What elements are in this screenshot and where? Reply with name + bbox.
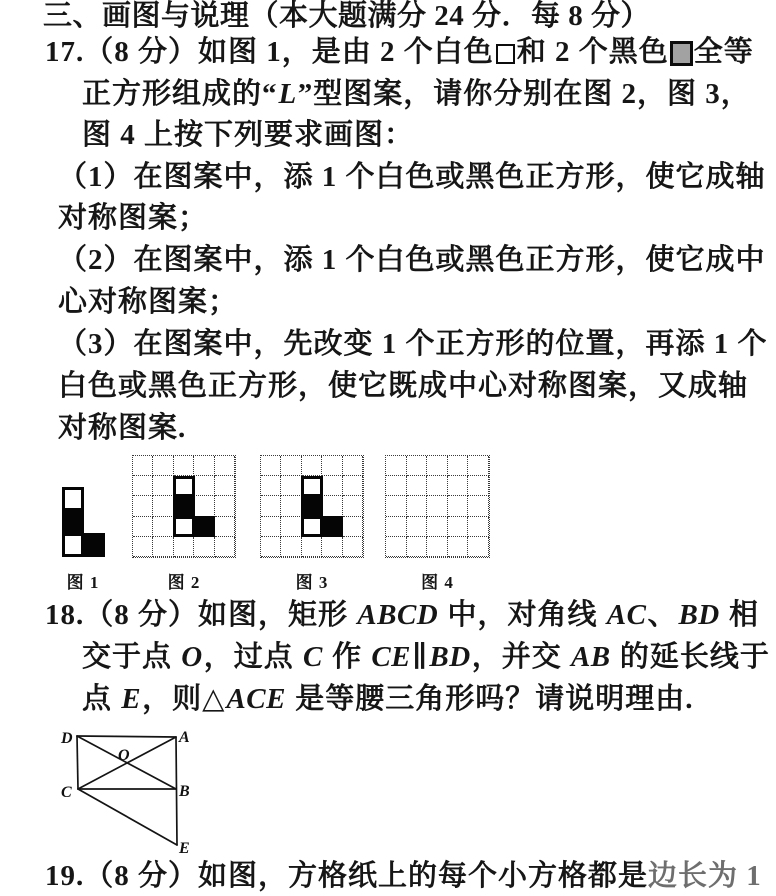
- grid-cell: [322, 537, 342, 557]
- figure-3-grid: [260, 455, 364, 558]
- point-label-A: A: [179, 729, 190, 746]
- segment-CE: [78, 789, 177, 845]
- grid-cell: [407, 476, 428, 496]
- grid-cell: [322, 476, 342, 496]
- figure-2-grid: [132, 455, 236, 558]
- grid-cell: [322, 456, 342, 476]
- rectangle-diagram-svg: [50, 716, 225, 861]
- section-header: 三、画图与说理（本大题满分 24 分．每 8 分）: [43, 0, 651, 32]
- grid-cell: [468, 537, 489, 557]
- grid-cell: [261, 476, 281, 496]
- grid-cell: [261, 456, 281, 476]
- grid-cell: [281, 456, 301, 476]
- point-label-C: C: [61, 784, 72, 801]
- p17-line1-text-a: 17.（8 分）如图 1，是由 2 个白色: [45, 36, 494, 68]
- grid-cell: [133, 456, 153, 476]
- variable-C: C: [302, 641, 323, 673]
- grid-cell: [343, 456, 363, 476]
- p17-line2-text-a: 正方形组成的“: [82, 78, 278, 110]
- grid-cell: [215, 496, 235, 516]
- p19-l1-faded-text: 边长为 1: [648, 860, 762, 892]
- grid-cell: [153, 456, 173, 476]
- p19-l1-text: 19.（8 分）如图，方格纸上的每个小方格都是: [45, 860, 649, 892]
- black-square-cell: [173, 496, 194, 517]
- p19-line1: [45, 861, 762, 892]
- grid-cell: [448, 476, 469, 496]
- figure-2-label: 图 2: [167, 573, 201, 592]
- p17-item2-line1: （2）在图案中，添 1 个白色或黑色正方形，使它成中: [58, 244, 766, 276]
- point-label-E: E: [179, 840, 190, 857]
- p18-l1-text: 18.（8 分）如图，矩形: [45, 599, 357, 631]
- grid-cell: [153, 476, 173, 496]
- p18-line1: [45, 600, 759, 631]
- white-square-icon: [496, 44, 515, 64]
- grid-cell: [407, 456, 428, 476]
- grid-cell: [468, 456, 489, 476]
- white-square-cell: [62, 487, 84, 511]
- p18-line3: [82, 684, 693, 715]
- grid-cell: [448, 456, 469, 476]
- grid-cell: [448, 537, 469, 557]
- p17-item3-line2: 白色或黑色正方形，使它既成中心对称图案，又成轴: [58, 370, 749, 402]
- figure-4-label: 图 4: [421, 573, 454, 592]
- p18-l1-text3: 相: [720, 599, 760, 631]
- variable-AB: AB: [570, 641, 611, 673]
- grid-cell: [194, 456, 214, 476]
- p17-item1-line2: 对称图案；: [58, 202, 209, 234]
- grid-cell: [194, 476, 214, 496]
- p18-l2-text2: ，过点: [203, 641, 302, 673]
- grid-cell: [174, 537, 194, 557]
- p17-line1: [45, 37, 754, 68]
- grid-cell: [194, 496, 214, 516]
- black-square-cell: [301, 496, 322, 517]
- variable-BD: BD: [678, 599, 720, 631]
- white-square-cell: [301, 516, 322, 537]
- grid-cell: [133, 517, 153, 537]
- black-square-cell: [83, 533, 105, 557]
- grid-cell: [427, 456, 448, 476]
- grid-cell: [215, 476, 235, 496]
- point-label-O: O: [118, 747, 130, 764]
- p18-l1-text2: 中，对角线: [439, 599, 606, 631]
- p18-l3-text2: ，则△: [142, 683, 226, 715]
- grid-cell: [281, 496, 301, 516]
- p17-item3-line1: （3）在图案中，先改变 1 个正方形的位置，再添 1 个: [58, 328, 768, 360]
- figure-4-grid: [385, 455, 490, 558]
- parallel-symbol: ∥: [412, 641, 429, 673]
- grid-cell: [215, 517, 235, 537]
- p17-line1-text-c: 全等: [693, 36, 754, 68]
- variable-O: O: [181, 641, 203, 673]
- white-square-cell: [173, 476, 194, 497]
- grid-cell: [322, 496, 342, 516]
- p17-item1-line1: （1）在图案中，添 1 个白色或黑色正方形，使它成轴: [58, 161, 766, 193]
- point-label-B: B: [179, 783, 190, 800]
- variable-BD2: BD: [429, 641, 471, 673]
- variable-ACE: ACE: [226, 683, 286, 715]
- grid-cell: [174, 456, 194, 476]
- grid-cell: [343, 517, 363, 537]
- p18-l2-text4: ，并交: [471, 641, 570, 673]
- p17-item3-line3: 对称图案.: [58, 412, 187, 444]
- grid-cell: [261, 496, 281, 516]
- variable-E: E: [121, 683, 142, 715]
- grid-cell: [427, 476, 448, 496]
- point-label-D: D: [61, 730, 73, 747]
- figure-3-label: 图 3: [295, 573, 329, 592]
- grid-cell: [133, 476, 153, 496]
- grid-cell: [133, 496, 153, 516]
- variable-CE: CE: [371, 641, 412, 673]
- variable-AC: AC: [606, 599, 647, 631]
- grid-cell: [261, 537, 281, 557]
- p17-line3: 图 4 上按下列要求画图：: [82, 119, 415, 151]
- p18-l3-text3: 是等腰三角形吗？请说明理由.: [286, 683, 694, 715]
- grid-cell: [407, 537, 428, 557]
- gray-square-icon: [670, 41, 693, 66]
- edge-DA: [77, 736, 176, 737]
- grid-cell: [407, 517, 428, 537]
- figure-1-l-shape: [62, 487, 104, 556]
- grid-cell: [343, 496, 363, 516]
- p18-l2-text: 交于点: [82, 641, 181, 673]
- grid-cell: [153, 537, 173, 557]
- black-square-cell: [62, 510, 84, 534]
- edge-DC: [77, 736, 78, 789]
- rectangle-diagram: [50, 716, 225, 861]
- grid-cell: [386, 537, 407, 557]
- p18-l1-punct: 、: [647, 599, 678, 631]
- p17-line2: [82, 79, 751, 110]
- grid-cell: [427, 517, 448, 537]
- grid-cell: [133, 537, 153, 557]
- grid-cell: [386, 456, 407, 476]
- white-square-cell: [173, 516, 194, 537]
- grid-cell: [427, 496, 448, 516]
- p17-item2-line2: 心对称图案；: [58, 286, 239, 318]
- black-square-cell: [194, 516, 215, 537]
- grid-cell: [427, 537, 448, 557]
- grid-cell: [386, 517, 407, 537]
- variable-L: L: [278, 78, 297, 110]
- grid-cell: [468, 476, 489, 496]
- grid-cell: [302, 537, 322, 557]
- grid-cell: [281, 537, 301, 557]
- grid-cell: [343, 537, 363, 557]
- grid-cell: [281, 517, 301, 537]
- grid-cell: [215, 456, 235, 476]
- grid-cell: [448, 496, 469, 516]
- p18-l3-text: 点: [82, 683, 121, 715]
- grid-cell: [386, 476, 407, 496]
- grid-cell: [343, 476, 363, 496]
- grid-cell: [153, 517, 173, 537]
- grid-cell: [194, 537, 214, 557]
- variable-ABCD: ABCD: [357, 599, 439, 631]
- white-square-cell: [62, 533, 84, 557]
- white-square-cell: [301, 476, 322, 497]
- p18-l2-text3: 作: [323, 641, 371, 673]
- grid-cell: [468, 496, 489, 516]
- grid-cell: [281, 476, 301, 496]
- black-square-cell: [322, 516, 343, 537]
- p18-line2: [82, 642, 770, 673]
- grid-cell: [302, 456, 322, 476]
- grid-cell: [448, 517, 469, 537]
- grid-cell: [153, 496, 173, 516]
- grid-cell: [407, 496, 428, 516]
- grid-cell: [215, 537, 235, 557]
- grid-cell: [386, 496, 407, 516]
- p17-line1-text-b: 和 2 个黑色: [516, 36, 669, 68]
- edge-ABE: [176, 737, 177, 845]
- grid-cell: [468, 517, 489, 537]
- p17-line2-text-b: ”型图案，请你分别在图 2，图 3，: [297, 78, 751, 110]
- figure-1-label: 图 1: [66, 573, 100, 592]
- grid-cell: [261, 517, 281, 537]
- p18-l2-text5: 的延长线于: [611, 641, 770, 673]
